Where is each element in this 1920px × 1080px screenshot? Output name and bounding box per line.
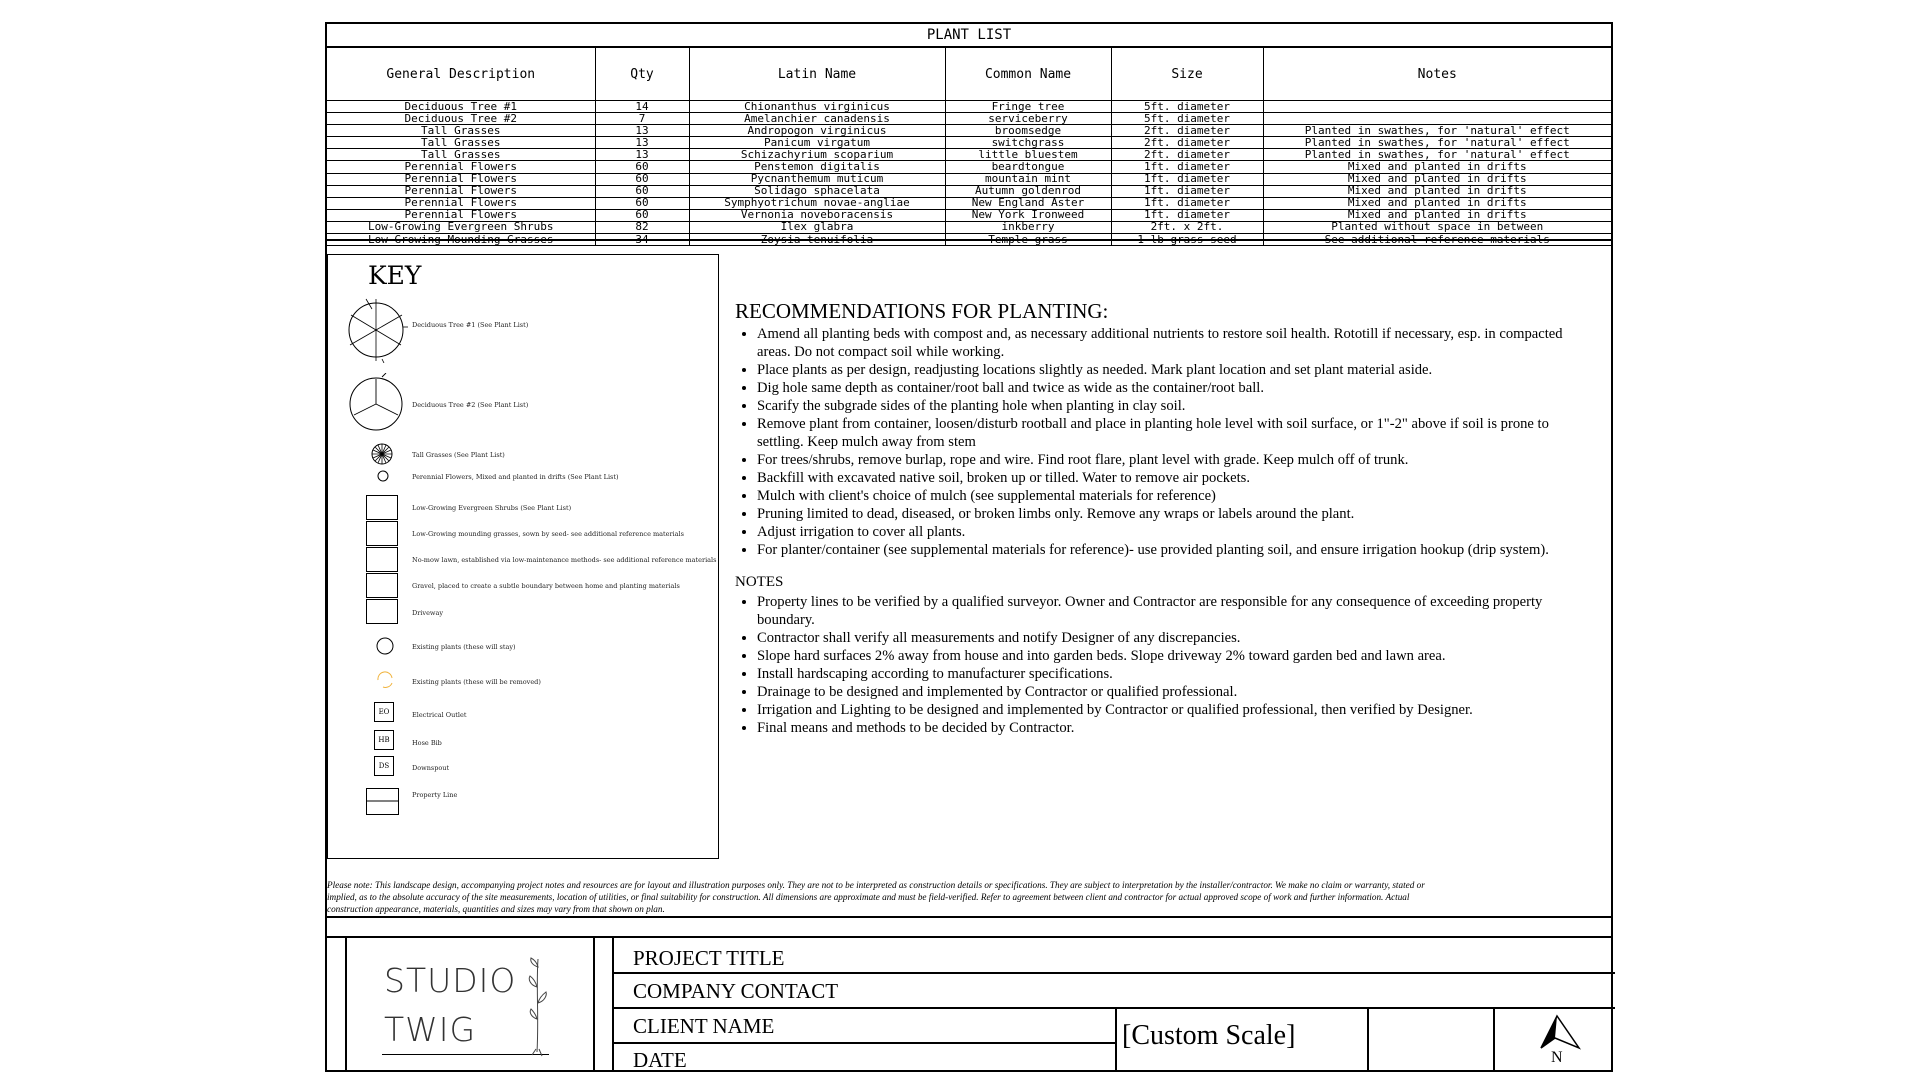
plant-list-cell: Solidago sphacelata — [689, 185, 945, 197]
plant-list-cell: serviceberry — [945, 113, 1111, 125]
recommendation-item: • Scarify the subgrade sides of the planting hole when planting in clay soil. — [757, 397, 1595, 415]
logo-word: STUDIO — [384, 961, 517, 1000]
electrical-outlet-icon: EO — [374, 702, 394, 722]
disclaimer-text: Please note: This landscape design, accompanying project notes and resources are for layout and illustration purposes only. They are not to be interpreted as construction details or specifications. They are subject to interpretation by the installer/contractor. We make no claim or warranty, stated or implied, as to the absolute accuracy of the site measurements, location of utilities, or final suitability for construction. All dimensions are approximate and must be field-verified. Refer to agreement between client and contractor for actual approved scope of work and further information. Actual construction appearance, materials, quantities and sizes may vary from that shown on plan. — [327, 880, 1425, 914]
swatch-no-mow-lawn — [366, 547, 398, 572]
key-label: No-mow lawn, established via low-maintenance methods- see additional reference materials — [412, 556, 717, 564]
plant-list-cell: Perennial Flowers — [327, 161, 595, 173]
plant-list-cell: 13 — [595, 125, 689, 137]
plant-list-row — [327, 101, 1611, 113]
plant-list-cell: Mixed and planted in drifts — [1263, 185, 1611, 197]
plant-list-cell: Temple grass — [945, 234, 1111, 246]
key-label: Existing plants (these will stay) — [412, 643, 516, 651]
plant-list-cell: little bluestem — [945, 149, 1111, 161]
plant-list-cell: Perennial Flowers — [327, 185, 595, 197]
plant-list-cell: mountain mint — [945, 173, 1111, 185]
existing-plant-stay-icon — [375, 636, 395, 656]
plant-list-cell: 1ft. diameter — [1111, 173, 1263, 185]
plant-list-cell: broomsedge — [945, 125, 1111, 137]
key-label: Low-Growing mounding grasses, sown by seed- see additional reference materials — [412, 530, 684, 538]
existing-plant-removed-icon — [375, 670, 395, 690]
north-label: N — [1551, 1049, 1563, 1066]
table-divider — [327, 239, 1611, 241]
client-name-field: CLIENT NAME — [633, 1014, 775, 1038]
property-line-icon — [366, 788, 400, 816]
note-item: • Drainage to be designed and implemented by Contractor or qualified professional. — [757, 683, 1595, 701]
disclaimer-divider — [327, 916, 1611, 918]
col-header: Qty — [595, 48, 689, 101]
plant-list-cell: Ilex glabra — [689, 221, 945, 233]
plant-list-cell: Schizachyrium scoparium — [689, 149, 945, 161]
plant-list-cell: Andropogon virginicus — [689, 125, 945, 137]
key-label: Downspout — [412, 764, 450, 772]
plant-list-cell: 60 — [595, 197, 689, 209]
title-block-line — [612, 972, 1615, 974]
key-label: Existing plants (these will be removed) — [412, 678, 541, 686]
plant-list-cell: 7 — [595, 113, 689, 125]
recommendation-item: • Amend all planting beds with compost and, as necessary additional nutrients to restore soil health. Rototill if necessary, esp. in compacted areas. Do not compact soil while working. — [757, 325, 1595, 361]
plant-list-cell: New England Aster — [945, 197, 1111, 209]
plant-list-cell: Planted without space in between — [1263, 221, 1611, 233]
plant-list-cell: Perennial Flowers — [327, 209, 595, 221]
plant-list-cell: 14 — [595, 101, 689, 113]
col-header: Size — [1111, 48, 1263, 101]
recommendation-item: • Mulch with client's choice of mulch (see supplemental materials for reference) — [757, 487, 1595, 505]
plant-list-row — [327, 149, 1611, 161]
plant-list-cell: 5ft. diameter — [1111, 101, 1263, 113]
plant-list-cell: Amelanchier canadensis — [689, 113, 945, 125]
plant-list-cell: 2ft. diameter — [1111, 149, 1263, 161]
col-header: Latin Name — [689, 48, 945, 101]
key-label: Deciduous Tree #2 (See Plant List) — [412, 401, 529, 409]
key-label: Hose Bib — [412, 739, 442, 747]
logo-word: TWIG — [384, 1010, 477, 1049]
plant-list-cell: 1ft. diameter — [1111, 161, 1263, 173]
plant-list-cell: Autumn goldenrod — [945, 185, 1111, 197]
plant-list-row — [327, 113, 1611, 125]
col-header: General Description — [327, 48, 595, 101]
key-legend — [327, 254, 719, 859]
plant-list-cell: Pycnanthemum muticum — [689, 173, 945, 185]
plant-list-row — [327, 173, 1611, 185]
swatch-evergreen-shrubs — [366, 495, 398, 520]
recommendation-item: • Place plants as per design, readjusting locations slightly as needed. Mark plant location and set plant material aside. — [757, 361, 1595, 379]
plant-list-cell: 1ft. diameter — [1111, 197, 1263, 209]
plant-list-cell: New York Ironweed — [945, 209, 1111, 221]
plant-list-cell: Planted in swathes, for 'natural' effect — [1263, 149, 1611, 161]
plant-list-cell: 2ft. diameter — [1111, 137, 1263, 149]
drawing-sheet — [325, 22, 1613, 1072]
plant-list-cell: 1ft. diameter — [1111, 185, 1263, 197]
plant-list-body — [327, 101, 1611, 246]
plant-list-cell: 82 — [595, 221, 689, 233]
plant-list-cell: 5ft. diameter — [1111, 113, 1263, 125]
key-label: Electrical Outlet — [412, 711, 467, 719]
plant-list-cell — [1263, 101, 1611, 113]
plant-list-cell: 2ft. x 2ft. — [1111, 221, 1263, 233]
plant-list-cell: switchgrass — [945, 137, 1111, 149]
recommendations-list — [735, 325, 1595, 559]
plant-list-row — [327, 137, 1611, 149]
plant-list-cell: 60 — [595, 173, 689, 185]
plant-list-cell: Penstemon digitalis — [689, 161, 945, 173]
plant-list-cell: 60 — [595, 185, 689, 197]
notes-list — [735, 593, 1595, 737]
recommendations-section — [735, 299, 1595, 737]
plant-list-cell: 1ft. diameter — [1111, 209, 1263, 221]
plant-list-cell: See additional reference materials — [1263, 234, 1611, 246]
plant-list-cell: Mixed and planted in drifts — [1263, 161, 1611, 173]
title-block-line — [345, 936, 347, 1072]
swatch-gravel — [366, 573, 398, 598]
title-block-line — [1367, 1007, 1369, 1072]
plant-list-cell: Panicum virgatum — [689, 137, 945, 149]
plant-list-cell: 60 — [595, 161, 689, 173]
plant-list-cell — [1263, 113, 1611, 125]
plant-list-cell: Mixed and planted in drifts — [1263, 173, 1611, 185]
plant-list-cell: Vernonia noveboracensis — [689, 209, 945, 221]
plant-list-cell: 13 — [595, 137, 689, 149]
title-block-line — [612, 1007, 1615, 1009]
key-label: Deciduous Tree #1 (See Plant List) — [412, 321, 529, 329]
date-field: DATE — [633, 1048, 687, 1072]
hose-bib-icon: HB — [374, 730, 394, 750]
note-item: • Final means and methods to be decided by Contractor. — [757, 719, 1595, 737]
plant-list-cell: Deciduous Tree #1 — [327, 101, 595, 113]
note-item: • Contractor shall verify all measurements and notify Designer of any discrepancies. — [757, 629, 1595, 647]
plant-list-title: PLANT LIST — [327, 24, 1611, 48]
plant-list-cell: Low-Growing Evergreen Shrubs — [327, 221, 595, 233]
note-item: • Property lines to be verified by a qualified surveyor. Owner and Contractor are responsible for any consequence of exceeding property boundary. — [757, 593, 1595, 629]
recommendation-item: • Pruning limited to dead, diseased, or broken limbs only. Remove any wraps or labels around the plant. — [757, 505, 1595, 523]
col-header: Notes — [1263, 48, 1611, 101]
plant-list-cell: 13 — [595, 149, 689, 161]
key-label: Gravel, placed to create a subtle boundary between home and planting materials — [412, 582, 680, 590]
key-title: KEY — [368, 261, 422, 290]
recommendation-item: • Remove plant from container, loosen/disturb rootball and place in planting hole level with soil surface, or 1"-2" above if soil is prone to settling. Keep mulch away from stem — [757, 415, 1595, 451]
perennial-flowers-icon — [376, 469, 390, 483]
plant-list-row — [327, 125, 1611, 137]
key-label: Low-Growing Evergreen Shrubs (See Plant List) — [412, 504, 572, 512]
plant-list-cell: Chionanthus virginicus — [689, 101, 945, 113]
plant-list-cell: Perennial Flowers — [327, 173, 595, 185]
recommendations-title: RECOMMENDATIONS FOR PLANTING: — [735, 299, 1109, 323]
plant-list-cell: Tall Grasses — [327, 149, 595, 161]
plant-list-cell: Mixed and planted in drifts — [1263, 209, 1611, 221]
plant-list-cell: beardtongue — [945, 161, 1111, 173]
title-block-line — [1493, 1007, 1495, 1072]
recommendation-item: • For planter/container (see supplemental materials for reference)- use provided planting soil, and ensure irrigation hookup (drip system). — [757, 541, 1595, 559]
downspout-icon: DS — [374, 756, 394, 776]
title-block-line — [612, 1042, 1115, 1044]
plant-list-row — [327, 197, 1611, 209]
plant-list-row — [327, 221, 1611, 233]
notes-title: NOTES — [735, 574, 784, 590]
plant-list-cell: Low-Growing Mounding Grasses — [327, 234, 595, 246]
plant-list-cell: Planted in swathes, for 'natural' effect — [1263, 125, 1611, 137]
key-label: Driveway — [412, 609, 444, 617]
plant-list-cell: Tall Grasses — [327, 137, 595, 149]
title-block-top-line — [327, 936, 1611, 938]
recommendation-item: • Adjust irrigation to cover all plants. — [757, 523, 1595, 541]
title-block-line — [593, 936, 595, 1072]
plant-list-cell: Perennial Flowers — [327, 197, 595, 209]
plant-list-row — [327, 161, 1611, 173]
swatch-driveway — [366, 599, 398, 624]
plant-list-cell: Planted in swathes, for 'natural' effect — [1263, 137, 1611, 149]
plant-list-cell: inkberry — [945, 221, 1111, 233]
plant-list-table — [327, 48, 1611, 246]
plant-list-row — [327, 185, 1611, 197]
recommendation-item: • Backfill with excavated native soil, broken up or tilled. Water to remove air pockets. — [757, 469, 1595, 487]
plant-list-row — [327, 209, 1611, 221]
swatch-mounding-grasses — [366, 521, 398, 546]
plant-list-cell: Deciduous Tree #2 — [327, 113, 595, 125]
key-label: Property Line — [412, 791, 458, 799]
plant-list-cell: Tall Grasses — [327, 125, 595, 137]
note-item: • Slope hard surfaces 2% away from house and into garden beds. Slope driveway 2% toward garden bed and lawn area. — [757, 647, 1595, 665]
plant-list-cell: 60 — [595, 209, 689, 221]
plant-list-cell: 34 — [595, 234, 689, 246]
tall-grasses-icon — [370, 442, 394, 466]
title-block-line — [612, 936, 614, 1072]
key-label: Tall Grasses (See Plant List) — [412, 451, 505, 459]
scale-label: [Custom Scale] — [1122, 1020, 1296, 1051]
key-label: Perennial Flowers, Mixed and planted in drifts (See Plant List) — [412, 473, 619, 481]
deciduous-tree-1-icon — [346, 297, 410, 363]
plant-list-cell: Zoysia tenuifolia — [689, 234, 945, 246]
deciduous-tree-2-icon — [346, 373, 410, 431]
note-item: • Irrigation and Lighting to be designed and implemented by Contractor or qualified professional, then verified by Designer. — [757, 701, 1595, 719]
plant-list-header-row — [327, 48, 1611, 101]
project-title-field: PROJECT TITLE — [633, 946, 785, 970]
title-block-line — [1115, 1007, 1117, 1072]
plant-list-cell: Symphyotrichum novae-angliae — [689, 197, 945, 209]
note-item: • Install hardscaping according to manufacturer specifications. — [757, 665, 1595, 683]
plant-list-cell: Fringe tree — [945, 101, 1111, 113]
plant-list-cell: 1 lb grass seed — [1111, 234, 1263, 246]
company-contact-field: COMPANY CONTACT — [633, 979, 839, 1003]
plant-list-cell: Mixed and planted in drifts — [1263, 197, 1611, 209]
recommendation-item: • For trees/shrubs, remove burlap, rope and wire. Find root flare, plant level with grade. Keep mulch off of trunk. — [757, 451, 1595, 469]
plant-list-cell: 2ft. diameter — [1111, 125, 1263, 137]
col-header: Common Name — [945, 48, 1111, 101]
recommendation-item: • Dig hole same depth as container/root ball and twice as wide as the container/root ball. — [757, 379, 1595, 397]
twig-icon — [522, 957, 552, 1057]
